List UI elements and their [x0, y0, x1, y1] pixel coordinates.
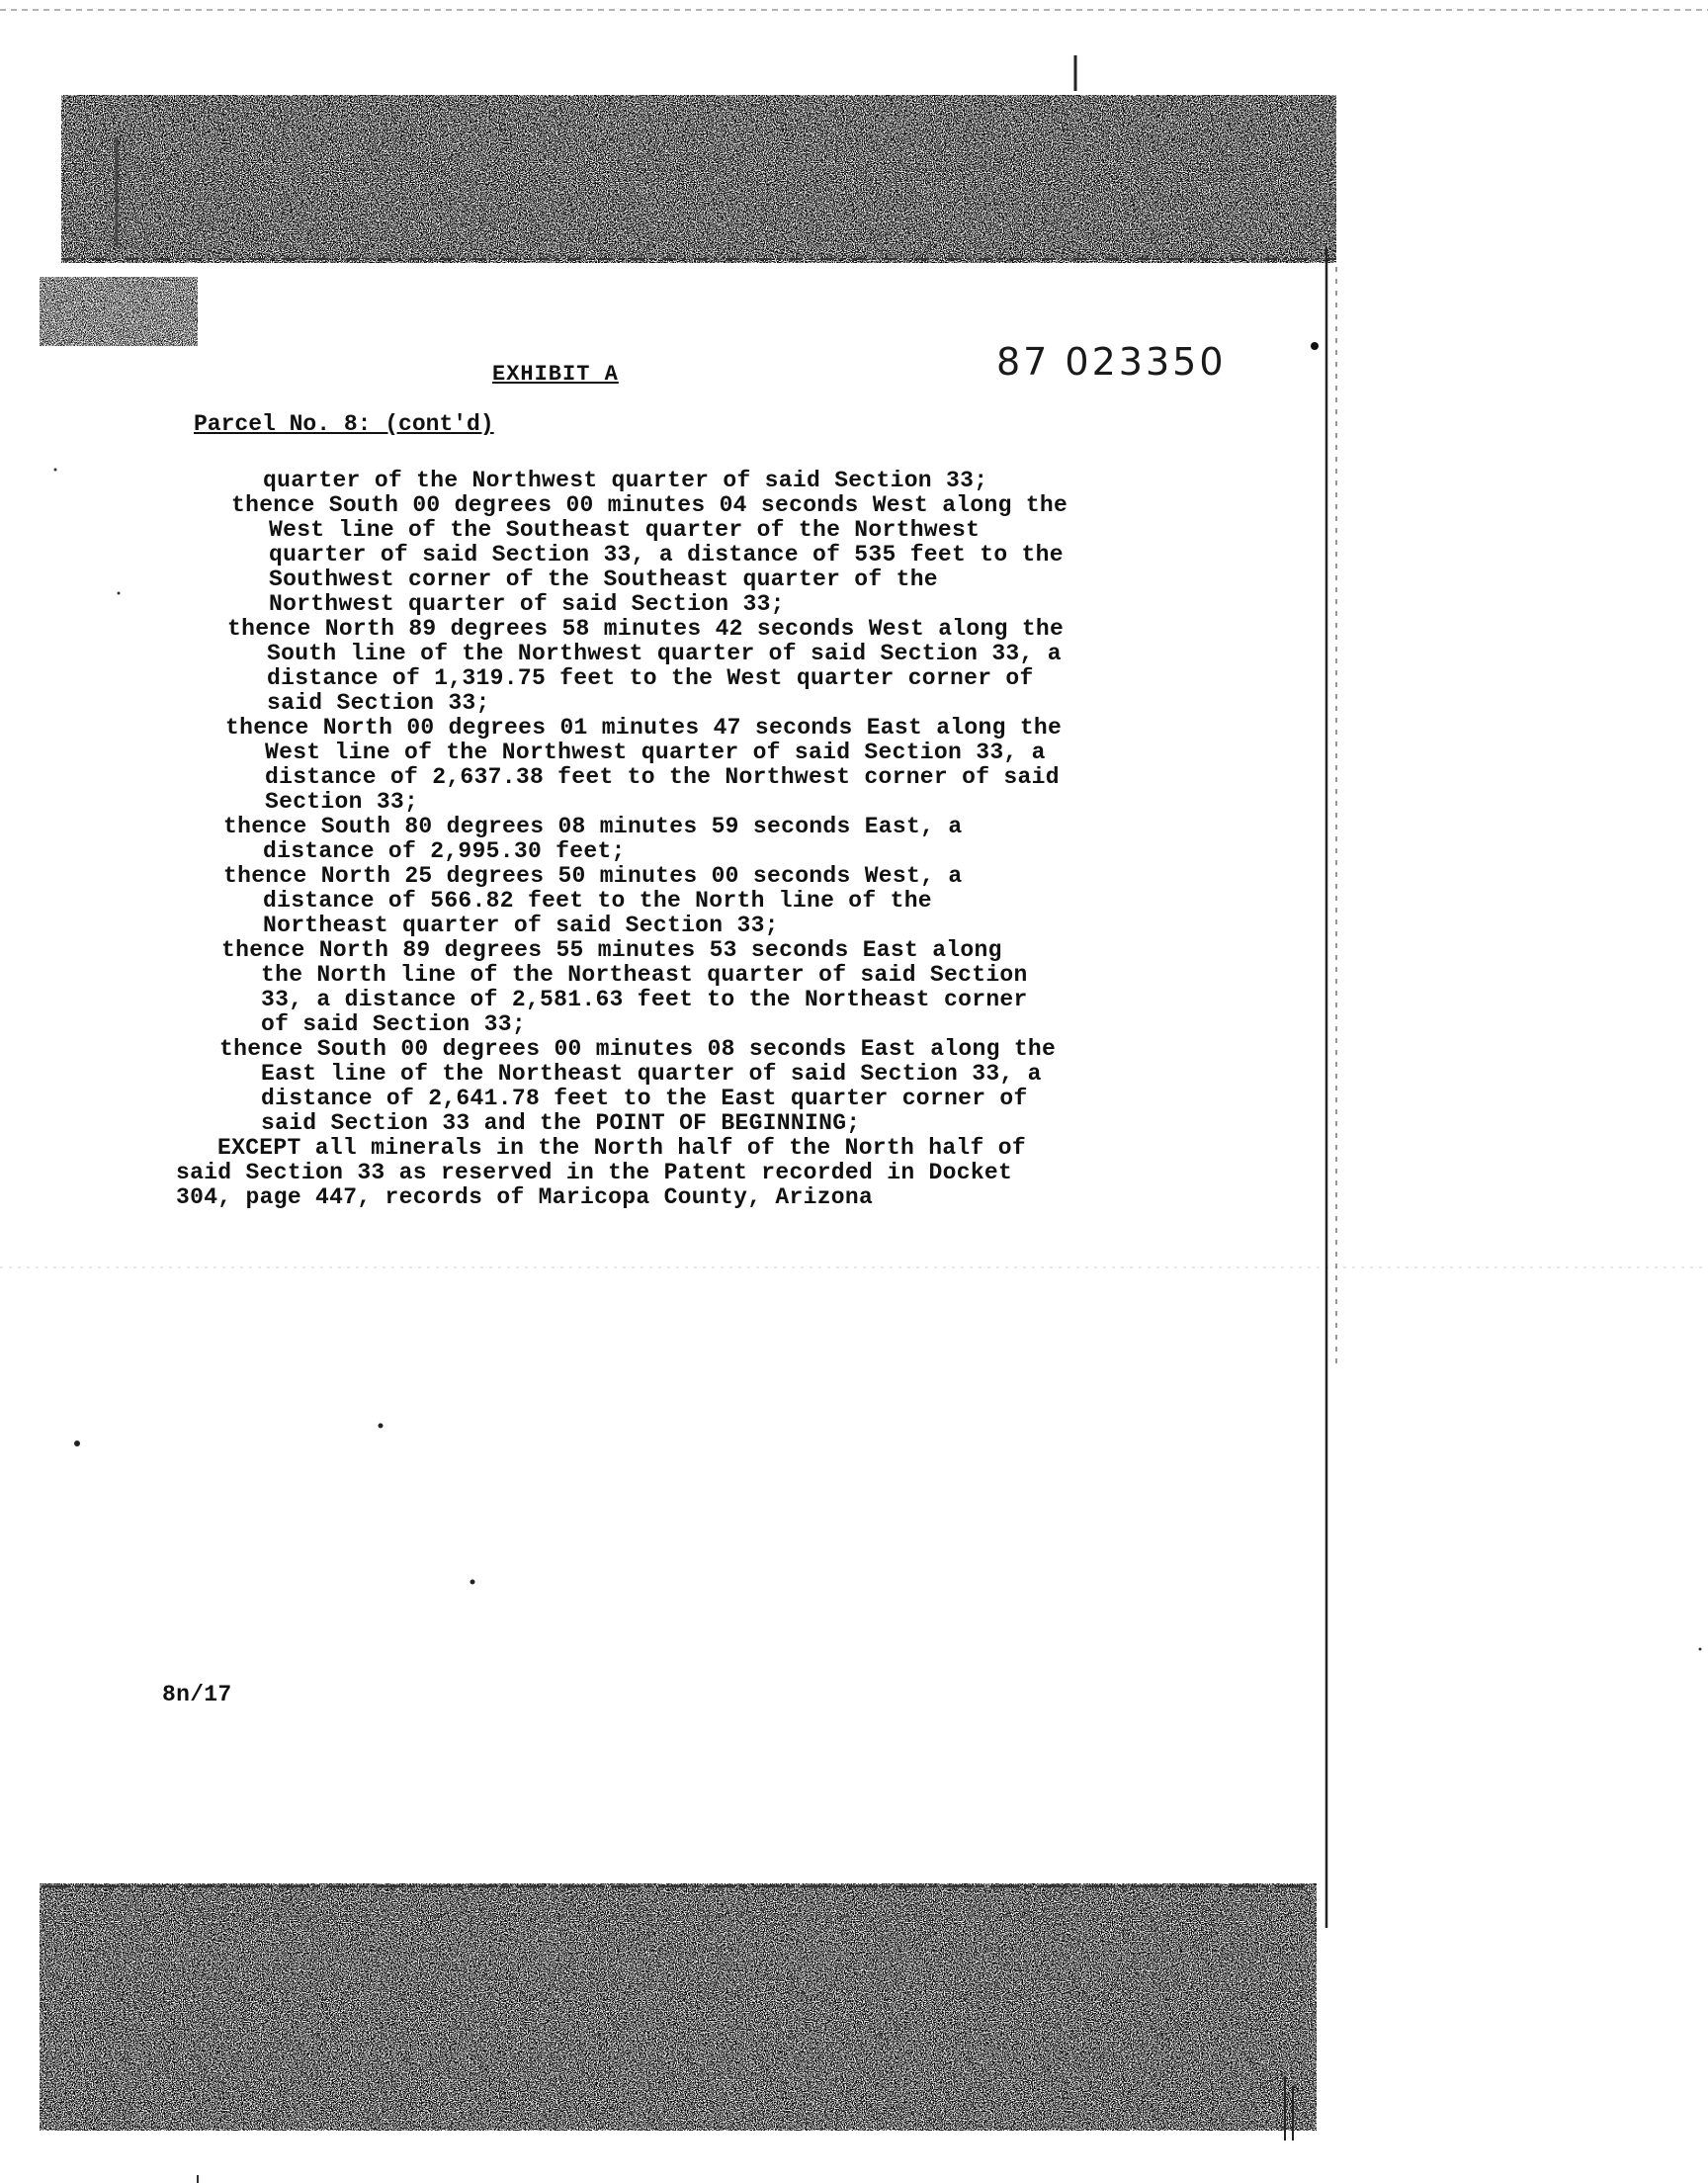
body-line: thence North 89 degrees 55 minutes 53 seconds East along [221, 937, 1002, 963]
body-line: said Section 33 as reserved in the Patent recorded in Docket [176, 1160, 1013, 1185]
parcel-heading: Parcel No. 8: (cont'd) [194, 411, 494, 437]
body-line: Northwest quarter of said Section 33; [269, 591, 785, 617]
body-line: thence North 25 degrees 50 minutes 00 seconds West, a [223, 863, 963, 889]
body-line: distance of 2,641.78 feet to the East quarter corner of [261, 1086, 1028, 1111]
body-line: 304, page 447, records of Maricopa County, Arizona [176, 1184, 874, 1210]
body-line: quarter of said Section 33, a distance of 535 feet to the [269, 542, 1064, 568]
body-line: thence South 00 degrees 00 minutes 08 seconds East along the [219, 1036, 1057, 1062]
body-line: 33, a distance of 2,581.63 feet to the Northeast corner [261, 987, 1028, 1012]
page-code: 8n/17 [162, 1682, 232, 1707]
body-line: West line of the Northwest quarter of said Section 33, a [265, 740, 1046, 765]
body-line: distance of 566.82 feet to the North line of the [263, 888, 932, 914]
body-line: said Section 33 and the POINT OF BEGINNING; [261, 1110, 861, 1136]
body-line: the North line of the Northeast quarter of said Section [261, 962, 1028, 988]
body-line: thence North 89 degrees 58 minutes 42 seconds West along the [227, 616, 1065, 642]
body-line: quarter of the Northwest quarter of said Section 33; [263, 468, 988, 493]
body-line: distance of 1,319.75 feet to the West quarter corner of [267, 665, 1034, 691]
body-line: thence North 00 degrees 01 minutes 47 seconds East along the [225, 715, 1063, 741]
body-line: EXCEPT all minerals in the North half of the North half of [217, 1135, 1026, 1161]
body-line: Southwest corner of the Southeast quarter of the [269, 567, 938, 592]
body-line: West line of the Southeast quarter of the Northwest [269, 517, 981, 543]
exhibit-title: EXHIBIT A [492, 362, 619, 387]
body-line: Section 33; [265, 789, 419, 815]
body-line: said Section 33; [267, 690, 490, 716]
body-line: East line of the Northeast quarter of said Section 33, a [261, 1061, 1042, 1087]
body-line: thence South 00 degrees 00 minutes 04 seconds West along the [231, 492, 1068, 518]
body-line: Northeast quarter of said Section 33; [263, 913, 779, 938]
body-line: thence South 80 degrees 08 minutes 59 seconds East, a [223, 814, 963, 839]
body-line: distance of 2,637.38 feet to the Northwest corner of said [265, 764, 1060, 790]
body-line: of said Section 33; [261, 1011, 526, 1037]
body-line: South line of the Northwest quarter of said Section 33, a [267, 641, 1062, 666]
doc-number: 87 023350 [996, 340, 1227, 384]
body-line: distance of 2,995.30 feet; [263, 838, 626, 864]
